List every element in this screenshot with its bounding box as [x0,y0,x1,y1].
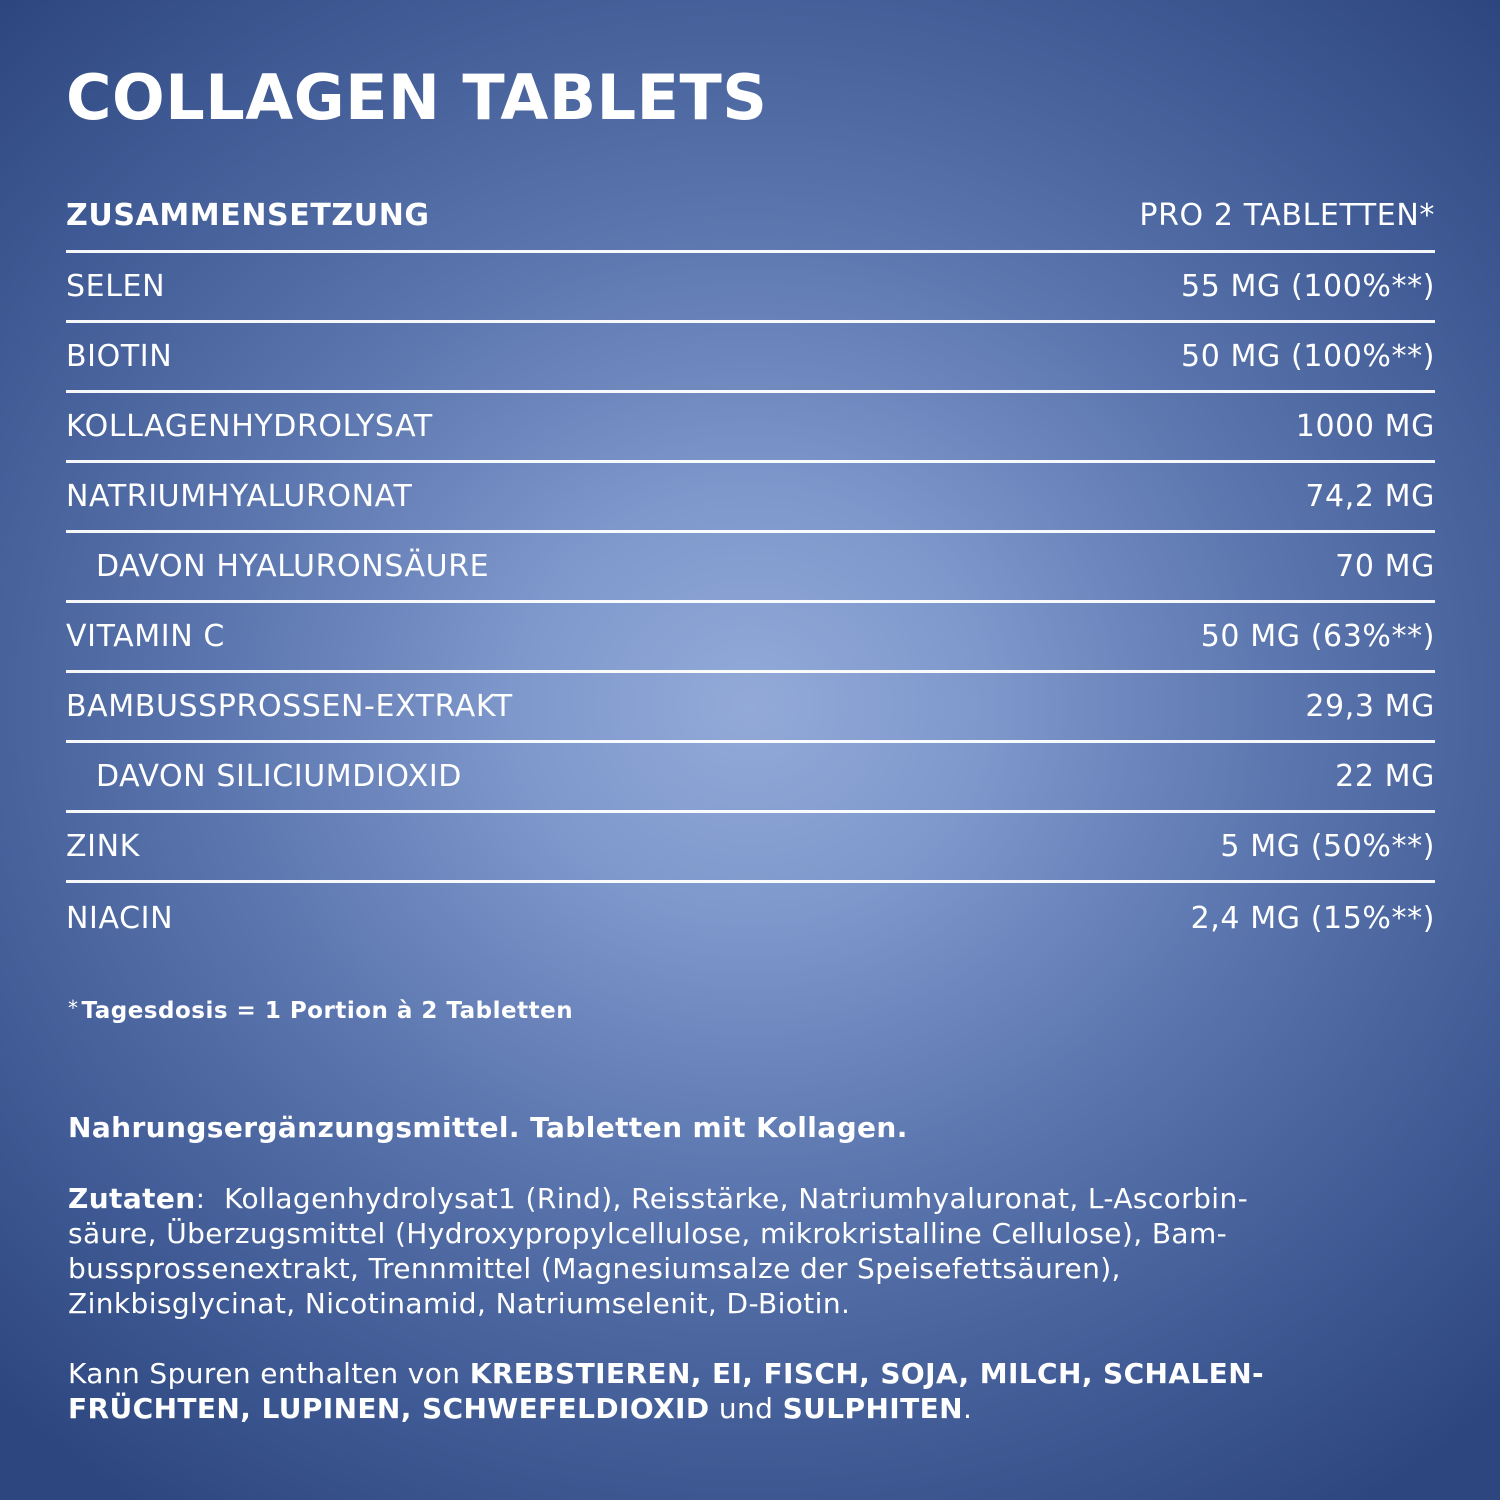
ingredients-line-1: Kollagenhydrolysat1 (Rind), Reisstärke, Natriumhyaluronat, L-Ascorbin- [224,1182,1249,1215]
allergen-list-2: FRÜCHTEN, LUPINEN, SCHWEFELDIOXID [68,1392,710,1425]
nutrient-amount: 50 MG (63%**) [1200,619,1435,654]
table-row [66,393,1435,463]
table-row [66,463,1435,533]
column-header-per-serving: PRO 2 TABLETTEN* [1139,197,1435,233]
footnote-text: Tagesdosis = 1 Portion à 2 Tabletten [81,998,574,1024]
nutrient-amount: 29,3 MG [1305,689,1435,724]
nutrient-amount: 2,4 MG (15%**) [1190,900,1435,936]
nutrient-name: BAMBUSSPROSSEN-EXTRAKT [66,689,513,724]
table-row [66,533,1435,603]
daily-dose-footnote [68,996,573,1024]
nutrient-name: ZINK [66,829,140,864]
allergen-last: SULPHITEN [782,1392,963,1425]
nutrient-name: NATRIUMHYALURONAT [66,479,413,514]
table-row [66,603,1435,673]
ingredients-colon: : [195,1182,206,1215]
nutrient-subitem-name: DAVON HYALURONSÄURE [96,549,490,584]
nutrient-amount: 5 MG (50%**) [1220,829,1435,864]
nutrient-amount: 50 MG (100%**) [1181,339,1435,374]
table-row [66,673,1435,743]
column-header-composition: ZUSAMMENSETZUNG [66,197,430,233]
nutrient-amount: 22 MG [1335,759,1435,794]
nutrient-name: SELEN [66,269,166,304]
nutrient-amount: 55 MG (100%**) [1181,269,1435,304]
nutrient-amount: 70 MG [1335,549,1435,584]
nutrient-name: KOLLAGENHYDROLYSAT [66,409,433,444]
allergen-notice [68,1356,1408,1426]
page-title: COLLAGEN TABLETS [66,61,768,134]
footnote-marker: * [68,996,79,1020]
allergen-list-1: KREBSTIEREN, EI, FISCH, SOJA, MILCH, SCHALEN- [469,1357,1265,1390]
nutrient-amount: 74,2 MG [1305,479,1435,514]
nutrient-name: BIOTIN [66,339,173,374]
table-row [66,743,1435,813]
allergen-connector: und [709,1392,783,1425]
table-row [66,253,1435,323]
allergen-end: . [963,1392,973,1425]
nutrient-amount: 1000 MG [1295,409,1435,444]
table-row [66,883,1435,953]
allergen-line-1 [68,1356,1408,1391]
ingredients-line-3: bussprossenextrakt, Trennmittel (Magnesiumsalze der Speisefettsäuren), [68,1252,1121,1285]
product-tagline: Nahrungsergänzungsmittel. Tabletten mit Kollagen. [68,1111,908,1144]
composition-table [66,180,1435,953]
nutrient-name: NIACIN [66,900,174,936]
table-row [66,323,1435,393]
allergen-line-2 [68,1391,1408,1426]
ingredients-text [68,1181,1408,1321]
table-header-row [66,180,1435,253]
ingredients-line-2: säure, Überzugsmittel (Hydroxypropylcellulose, mikrokristalline Cellulose), Bam- [68,1217,1228,1250]
allergen-intro: Kann Spuren enthalten von [68,1357,470,1390]
nutrient-name: VITAMIN C [66,619,225,654]
ingredients-line [68,1181,1408,1216]
ingredients-line-4: Zinkbisglycinat, Nicotinamid, Natriumselenit, D-Biotin. [68,1287,851,1320]
nutrient-subitem-name: DAVON SILICIUMDIOXID [96,759,462,794]
ingredients-label: Zutaten [68,1182,196,1215]
table-row [66,813,1435,883]
